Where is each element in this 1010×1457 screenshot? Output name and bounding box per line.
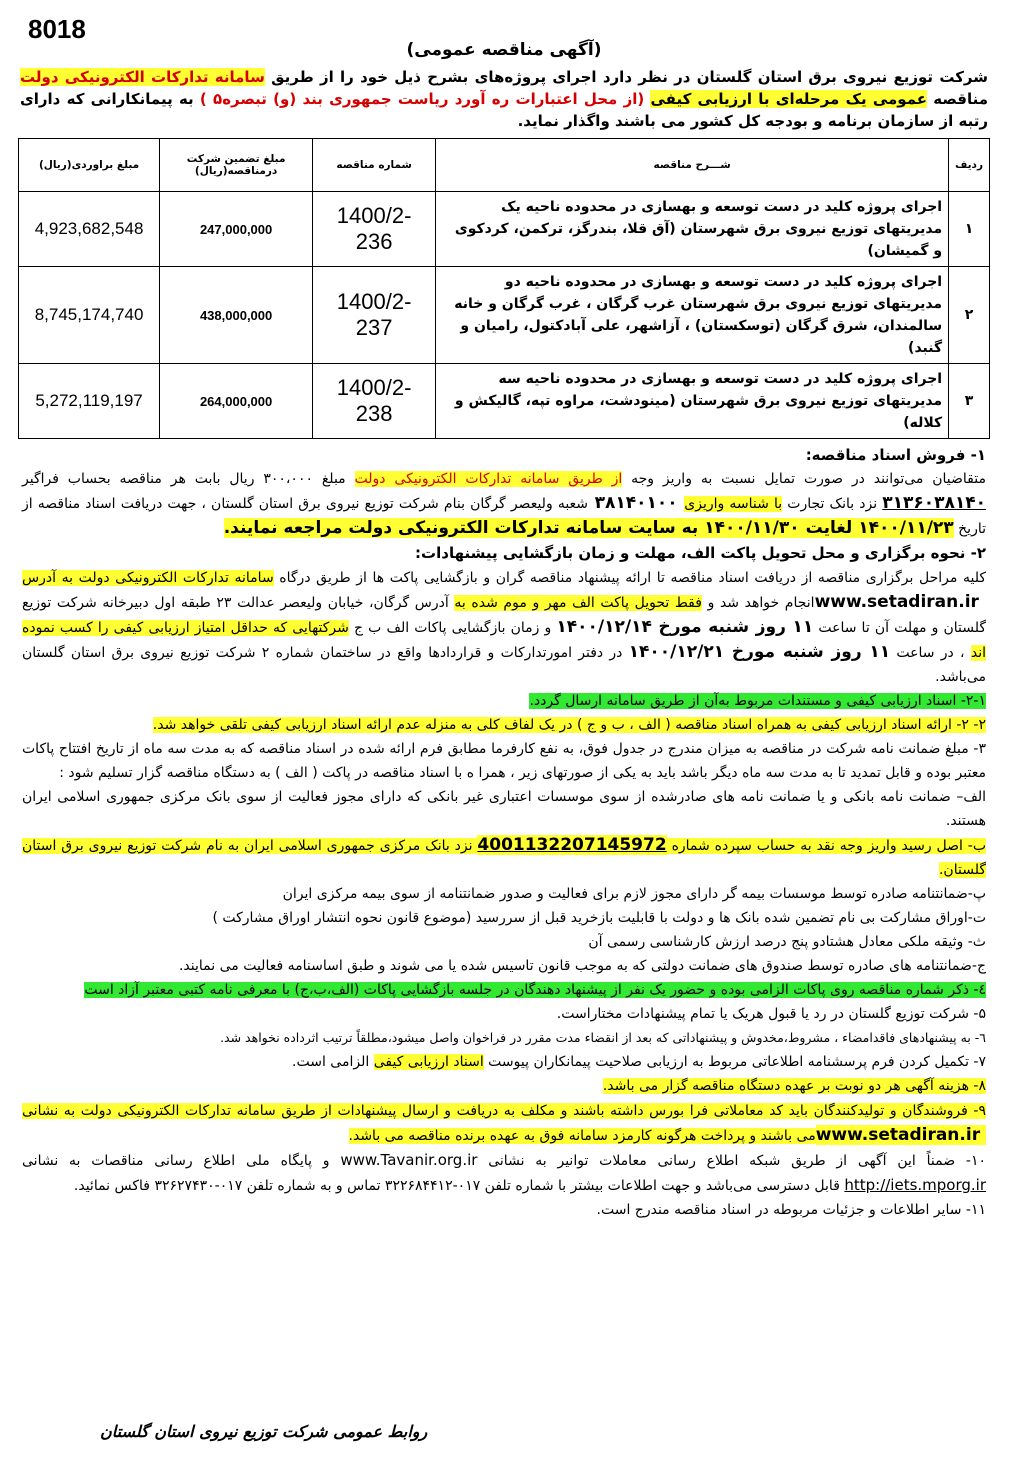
row-guarantee: 438,000,000 bbox=[160, 267, 313, 364]
deadline-date: ۱۱ روز شنبه مورخ ۱۴۰۰/۱۲/۱۴ bbox=[556, 617, 814, 637]
section-text: متقاضیان می‌توانند در صورت تمایل نسبت به واریز وجه bbox=[622, 471, 986, 487]
section-text: کلیه مراحل برگزاری مناقصه از دریافت اسناد مناقصه تا ارائه پیشنهاد مناقصه گران و بازگشایی پاکت ها از طریق درگاه bbox=[273, 570, 986, 586]
option-alef: الف– ضمانت نامه بانکی و یا ضمانت نامه های صادرشده از سوی موسسات اعتباری غیر بانکی که دارای مجوز فعالیت از سوی بانک مرکزی جمهوری اسلامی ایران هستند. bbox=[22, 789, 986, 829]
row-number: ۱ bbox=[949, 192, 990, 267]
intro-funding-source: (از محل اعتبارات ره آورد ریاست جمهوری بند (و) تبصره۵ ) bbox=[193, 90, 651, 108]
row-description: اجرای پروژه کلید در دست توسعه و بهسازی در محدوده ناحیه دو مدیریتهای توزیع نیروی برق شهرستان غرب گرگان ، غرب گرگان و خانه سالمندان، شرق گرگان (توسکستان) ، آزاشهر، علی آبادکتول، رامیان و گنبد) bbox=[436, 267, 949, 364]
col-estimate: مبلغ براوردی(ریال) bbox=[19, 139, 160, 192]
item-5: ۵- شرکت توزیع گلستان در رد یا قبول هریک یا تمام پیشنهادات مختاراست. bbox=[556, 1006, 986, 1022]
highlight-item-9: می باشند و پرداخت هرگونه کارمزد سامانه فوق به عهده برنده مناقصه می باشد. bbox=[348, 1128, 816, 1144]
section-1 bbox=[22, 443, 986, 541]
section-1-heading: ۱- فروش اسناد مناقصه: bbox=[805, 446, 986, 464]
highlight-envelope: فقط تحویل پاکت الف مهر و موم شده به bbox=[454, 595, 702, 611]
row-estimate: 4,923,682,548 bbox=[19, 192, 160, 267]
row-tender-number: 1400/2-238 bbox=[313, 364, 436, 439]
col-row: ردیف bbox=[949, 139, 990, 192]
row-guarantee: 264,000,000 bbox=[160, 364, 313, 439]
section-2-2 bbox=[22, 713, 986, 737]
row-number: ۲ bbox=[949, 267, 990, 364]
row-description: اجرای پروژه کلید در دست توسعه و بهسازی در محدوده ناحیه سه مدیریتهای توزیع نیروی برق شهرستان (مینودشت، مراوه تپه، گالیکش و کلاله) bbox=[436, 364, 949, 439]
section-text: شعبه ولیعصر گرگان بنام شرکت توزیع نیروی برق استان گلستان ، جهت دریافت اسناد مناقصه از تاریخ bbox=[22, 496, 986, 537]
deposit-account: 4001132207145972 bbox=[477, 835, 667, 855]
highlight-quality-docs: اسناد ارزیابی کیفی bbox=[373, 1054, 484, 1070]
highlight-setad: سامانه تدارکات الکترونیکی دولت به آدرس bbox=[22, 570, 274, 586]
highlight-deposit: ب- اصل رسید واریز وجه نقد به حساب سپرده شماره bbox=[666, 838, 986, 854]
option-se: ث- وثیقه ملکی معادل هشتادو پنج درصد ارزش کارشناسی رسمی آن bbox=[588, 934, 986, 950]
section-2-1 bbox=[22, 689, 986, 713]
row-tender-number: 1400/2-236 bbox=[313, 192, 436, 267]
tavanir-url[interactable]: www.Tavanir.org.ir bbox=[340, 1151, 478, 1169]
intro-text: مناقصه bbox=[927, 90, 988, 108]
row-number: ۳ bbox=[949, 364, 990, 439]
item-text: ۷- تکمیل کردن فرم پرسشنامه اطلاعاتی مربوط به ارزیابی صلاحیت پیمانکاران پیوست bbox=[483, 1054, 986, 1070]
highlight-item-8: ۸- هزینه آگهی هر دو نوبت بر عهده دستگاه مناقصه گزار می باشد. bbox=[602, 1078, 986, 1094]
item-10 bbox=[22, 1148, 986, 1198]
item-text: ۱۰- ضمناً این آگهی از طریق شبکه اطلاع رسانی معاملات توانیر به نشانی bbox=[477, 1153, 986, 1169]
intro-highlight-method: عمومی یک مرحله‌ای با ارزیابی کیفی bbox=[650, 90, 927, 108]
row-estimate: 5,272,119,197 bbox=[19, 364, 160, 439]
item-7 bbox=[22, 1050, 986, 1074]
section-text: مبلغ ۳۰۰،۰۰۰ ریال بابت هر مناقصه بحساب فراگیر bbox=[22, 471, 355, 487]
option-te: ت-اوراق مشارکت بی نام تضمین شده بانک ها و دولت با قابلیت بازخرید قبل از سررسید (موضوع قانون نحوه انتشار اوراق مشارکت ) bbox=[212, 910, 986, 926]
table-row bbox=[19, 267, 990, 364]
intro-paragraph bbox=[20, 66, 988, 132]
row-estimate: 8,745,174,740 bbox=[19, 267, 160, 364]
tender-document bbox=[18, 40, 990, 1222]
highlight-qualified: شرکتهایی که حداقل امتیاز ارزیابی کیفی را کسب نموده اند bbox=[22, 620, 986, 661]
highlight-item-9: ۹- فروشندگان و تولیدکنندگان باید کد معاملاتی فرا بورس داشته باشند و مکلف به دریافت و ارسال پیشنهادات از طریق سامانه تدارکات الکترونیکی دولت به نشانی bbox=[22, 1103, 986, 1119]
highlight-item-4: ٤- ذکر شماره مناقصه روی پاکات الزامی بوده و حضور یک نفر از پیشنهاد دهندگان در جلسه بازگشایی پاکات (الف،ب،ج) با معرفی نامه کتبی معتبر آزاد است bbox=[84, 982, 986, 998]
section-text: انجام خواهد شد و bbox=[701, 595, 815, 611]
setad-url[interactable]: www.setadiran.ir bbox=[815, 1125, 986, 1145]
row-tender-number: 1400/2-237 bbox=[313, 267, 436, 364]
item-8 bbox=[22, 1074, 986, 1098]
intro-text: به پیمانکارانی که دارای رتبه از سازمان برنامه و بودجه کل کشور می باشند واگذار نماید. bbox=[20, 90, 988, 130]
item-4 bbox=[22, 978, 986, 1002]
intro-highlight-setad: سامانه تدارکات الکترونیکی دولت bbox=[20, 68, 265, 86]
col-tender-number: شماره مناقصه bbox=[313, 139, 436, 192]
items-list bbox=[22, 978, 986, 1222]
section-3 bbox=[22, 737, 986, 978]
section-text: در دفتر امورتدارکات و قراردادها واقع در ساختمان شماره ۲ شرکت توزیع نیروی برق استان گلستان می‌باشد. bbox=[22, 645, 986, 685]
account-number: ۳۱۳۶۰۳۸۱۴۰ bbox=[882, 493, 987, 513]
section-text: ، در ساعت bbox=[890, 645, 971, 661]
payment-id: ۳۸۱۴۰۱۰۰ bbox=[588, 493, 685, 513]
item-9 bbox=[22, 1098, 986, 1148]
row-description: اجرای پروژه کلید در دست توسعه و بهسازی در محدوده ناحیه یک مدیریتهای توزیع نیروی برق شهرستان (آق قلا، بندرگز، ترکمن، کردکوی و گمیشان) bbox=[436, 192, 949, 267]
highlight-2-1: ۲-۱- اسناد ارزیابی کیفی و مستندات مربوط به‌آن از طریق سامانه ارسال گردد. bbox=[529, 693, 986, 709]
section-text: نزد بانک تجارت bbox=[782, 496, 883, 512]
item-11: ۱۱- سایر اطلاعات و جزئیات مربوطه در اسناد مناقصه مندرج است. bbox=[596, 1202, 986, 1218]
option-jim: ج-ضمانتنامه های صادره توسط صندوق های ضمانت دولتی که به موجب قانون تاسیس شده یا می شوند و طبق اساسنامه فعالیت می نمایند. bbox=[178, 958, 986, 974]
setad-url[interactable]: www.setadiran.ir bbox=[814, 592, 987, 612]
intro-text: شرکت توزیع نیروی برق استان گلستان در نظر دارد اجرای پروژه‌های بشرح ذیل خود را از طریق bbox=[264, 68, 988, 86]
footer-signature: روابط عمومی شرکت توزیع نیروی استان گلستان bbox=[100, 1422, 428, 1441]
page-title: (آگهی مناقصه عمومی) bbox=[406, 40, 602, 60]
highlight-deposit: نزد بانک مرکزی جمهوری اسلامی ایران به نام شرکت توزیع نیروی برق استان گلستان. bbox=[22, 838, 986, 878]
highlight-2-2: ۲- ۲- ارائه اسناد ارزیابی کیفی به همراه اسناد مناقصه ( الف ، ب و ج ) در یک لفاف کلی به منزله عدم ارائه اسناد ارزیابی کیفی تلقی خواهد شد. bbox=[152, 717, 986, 733]
section-3-text: ۳- مبلغ ضمانت نامه شرکت در مناقصه به میزان مندرج در جدول فوق، به نفع کارفرما مطابق فرم ارائه شده در اسناد مناقصه که به مدت سه ماه از تاریخ افتتاح پاکات معتبر بوده و قابل تمدید تا به مدت سه ماه دیگر باشد باید به یکی از صورتهای زیر ، همرا ه با اسناد مناقصه در پاکت ( الف ) به دستگاه مناقصه گزار تسلیم شود : bbox=[22, 741, 986, 781]
item-text: قابل دسترسی می‌باشد و جهت اطلاعات بیشتر با شماره تلفن ۰۱۷-۳۲۲۶۸۴۴۱۲ تماس و به شماره تلفن ۰۱۷-۳۲۶۲۷۴۳۰ فاکس نمائید. bbox=[73, 1178, 845, 1194]
table-header-row bbox=[19, 139, 990, 192]
option-pe: پ-ضمانتنامه صادره توسط موسسات بیمه گر دارای مجوز لازم برای فعالیت و صدور ضمانتنامه از سوی بیمه مرکزی ایران bbox=[282, 886, 986, 902]
col-guarantee: مبلغ تضمین شرکت درمناقصه(ریال) bbox=[160, 139, 313, 192]
tender-table bbox=[18, 138, 990, 439]
row-guarantee: 247,000,000 bbox=[160, 192, 313, 267]
ad-code: 8018 bbox=[28, 14, 86, 44]
option-be bbox=[22, 833, 986, 882]
section-text: و زمان بازگشایی پاکات الف ب ج bbox=[348, 620, 557, 636]
highlight-setad: از طریق سامانه تدارکات الکترونیکی دولت bbox=[354, 471, 623, 487]
section-text: آدرس گرگان، خیابان ولیعصر عدالت ۲۳ طبقه اول دبیرخانه شرکت توزیع گلستان و مهلت آن تا ساعت bbox=[22, 595, 987, 636]
iets-url[interactable]: http://iets.mporg.ir bbox=[844, 1176, 986, 1194]
col-description: شـــرح مناقصه bbox=[436, 139, 949, 192]
item-text: الزامی است. bbox=[292, 1054, 374, 1070]
section-2-heading: ۲- نحوه برگزاری و محل تحویل پاکت الف، مهلت و زمان بازگشایی پیشنهادات: bbox=[415, 544, 986, 562]
table-row bbox=[19, 192, 990, 267]
item-6: ٦- به پیشنهادهای فاقدامضاء ، مشروط،مخدوش و پیشنهاداتی که بعد از انقضاء مدت مقرر در فراخوان واصل میشود،مطلقاً ترتیب اثرداده نخواهد شد. bbox=[220, 1030, 986, 1045]
highlight-payment-id: با شناسه واریزی bbox=[684, 496, 783, 512]
opening-date: ۱۱ روز شنبه مورخ ۱۴۰۰/۱۲/۲۱ bbox=[628, 642, 891, 662]
table-row bbox=[19, 364, 990, 439]
item-text: و پایگاه ملی اطلاع رسانی مناقصات به نشانی bbox=[22, 1153, 341, 1169]
highlight-dates: ۱۴۰۰/۱۱/۲۳ لغایت ۱۴۰۰/۱۱/۳۰ به سایت سامانه تدارکات الکترونیکی دولت مراجعه نمایند. bbox=[223, 518, 954, 538]
section-2 bbox=[22, 541, 986, 737]
